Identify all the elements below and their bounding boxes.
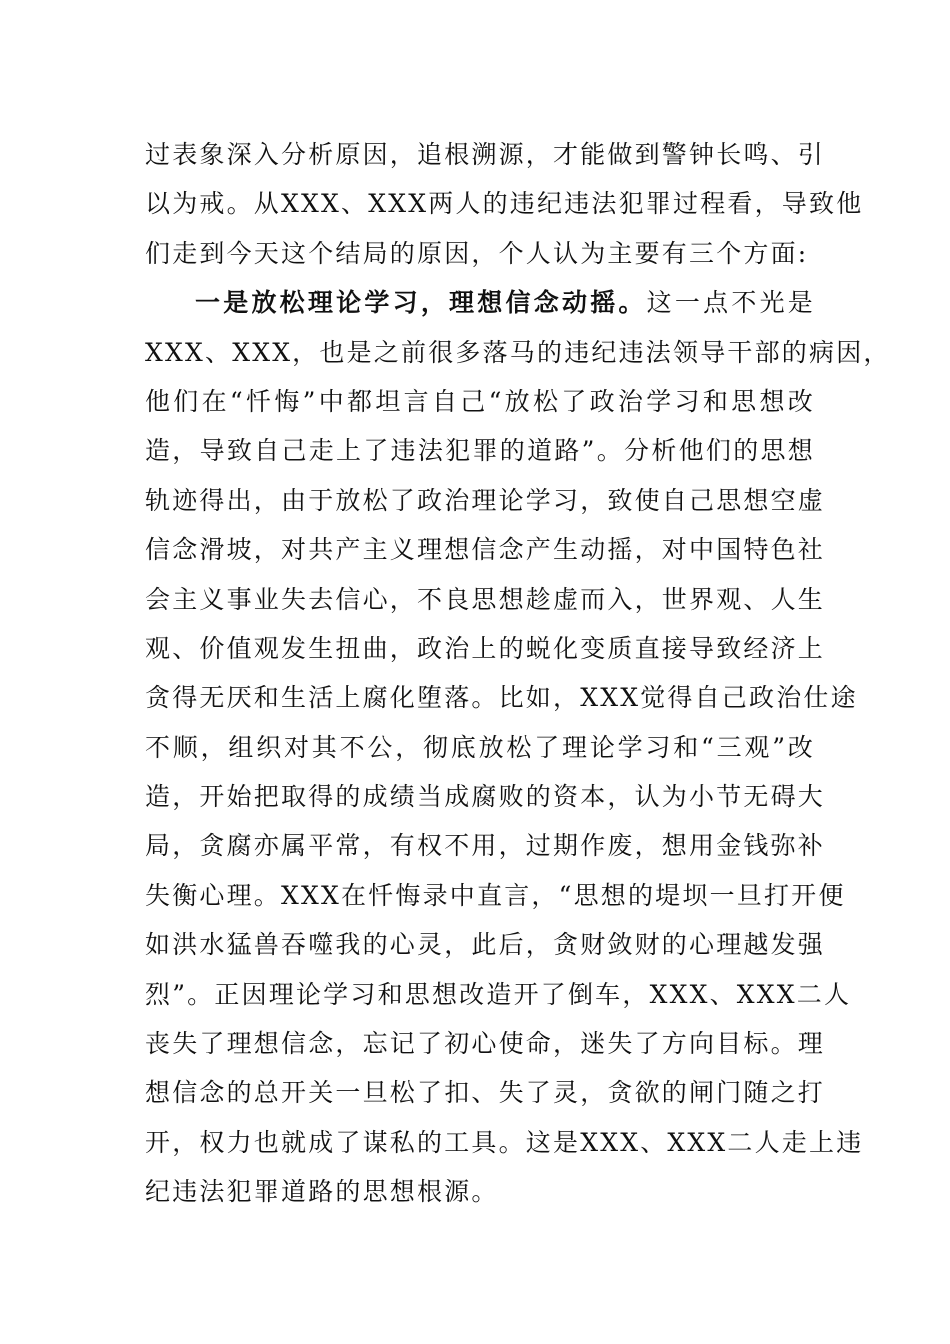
heading-line-rest: 这一点不光是: [646, 288, 815, 318]
text-line: 不顺，组织对其不公，彻底放松了理论学习和“三观”改: [145, 732, 815, 762]
text-line: 过表象深入分析原因，追根溯源，才能做到警钟长鸣、引: [145, 140, 826, 169]
text-line: 造，导致自己走上了违法犯罪的道路”。分析他们的思想: [145, 436, 815, 466]
paragraph-2: [145, 278, 891, 1216]
text-line: 轨迹得出，由于放松了政治理论学习，致使自己思想空虚: [145, 485, 826, 515]
text-line: XXX、XXX，也是之前很多落马的违纪违法领导干部的病因，: [145, 337, 891, 367]
paragraph-1: [145, 130, 864, 278]
text-line: 烈”。正因理论学习和思想改造开了倒车，XXX、XXX二人: [145, 979, 852, 1009]
text-line: 局，贪腐亦属平常，有权不用，过期作废，想用金钱弥补: [145, 831, 826, 861]
text-line: 他们在“忏悔”中都坦言自己“放松了政治学习和思想改: [145, 386, 815, 416]
text-line: 们走到今天这个结局的原因，个人认为主要有三个方面:: [145, 238, 809, 268]
text-line: 失衡心理。XXX在忏悔录中直言，“思想的堤坝一旦打开便: [145, 880, 846, 910]
text-line: 贪得无厌和生活上腐化堕落。比如，XXX觉得自己政治仕途: [145, 683, 858, 713]
text-line: 会主义事业失去信心，不良思想趁虚而入，世界观、人生: [145, 584, 826, 614]
text-line: 纪违法犯罪道路的思想根源。: [145, 1177, 499, 1207]
document-body: [145, 130, 891, 1217]
text-line: 丧失了理想信念，忘记了初心使命，迷失了方向目标。理: [145, 1029, 826, 1059]
text-line: 以为戒。从XXX、XXX两人的违纪违法犯罪过程看，导致他: [145, 189, 864, 219]
text-line: 造，开始把取得的成绩当成腐败的资本，认为小节无碍大: [145, 782, 826, 812]
text-line: 开，权力也就成了谋私的工具。这是XXX、XXX二人走上违: [145, 1127, 864, 1157]
text-line-with-heading: [145, 278, 815, 327]
section-heading: 一是放松理论学习，理想信念动摇。: [195, 288, 647, 318]
text-line: 观、价值观发生扭曲，政治上的蜕化变质直接导致经济上: [145, 633, 826, 663]
text-line: 想信念的总开关一旦松了扣、失了灵，贪欲的闸门随之打: [145, 1078, 826, 1108]
text-line: 信念滑坡，对共产主义理想信念产生动摇，对中国特色社: [145, 535, 826, 565]
text-line: 如洪水猛兽吞噬我的心灵，此后，贪财敛财的心理越发强: [145, 930, 826, 960]
